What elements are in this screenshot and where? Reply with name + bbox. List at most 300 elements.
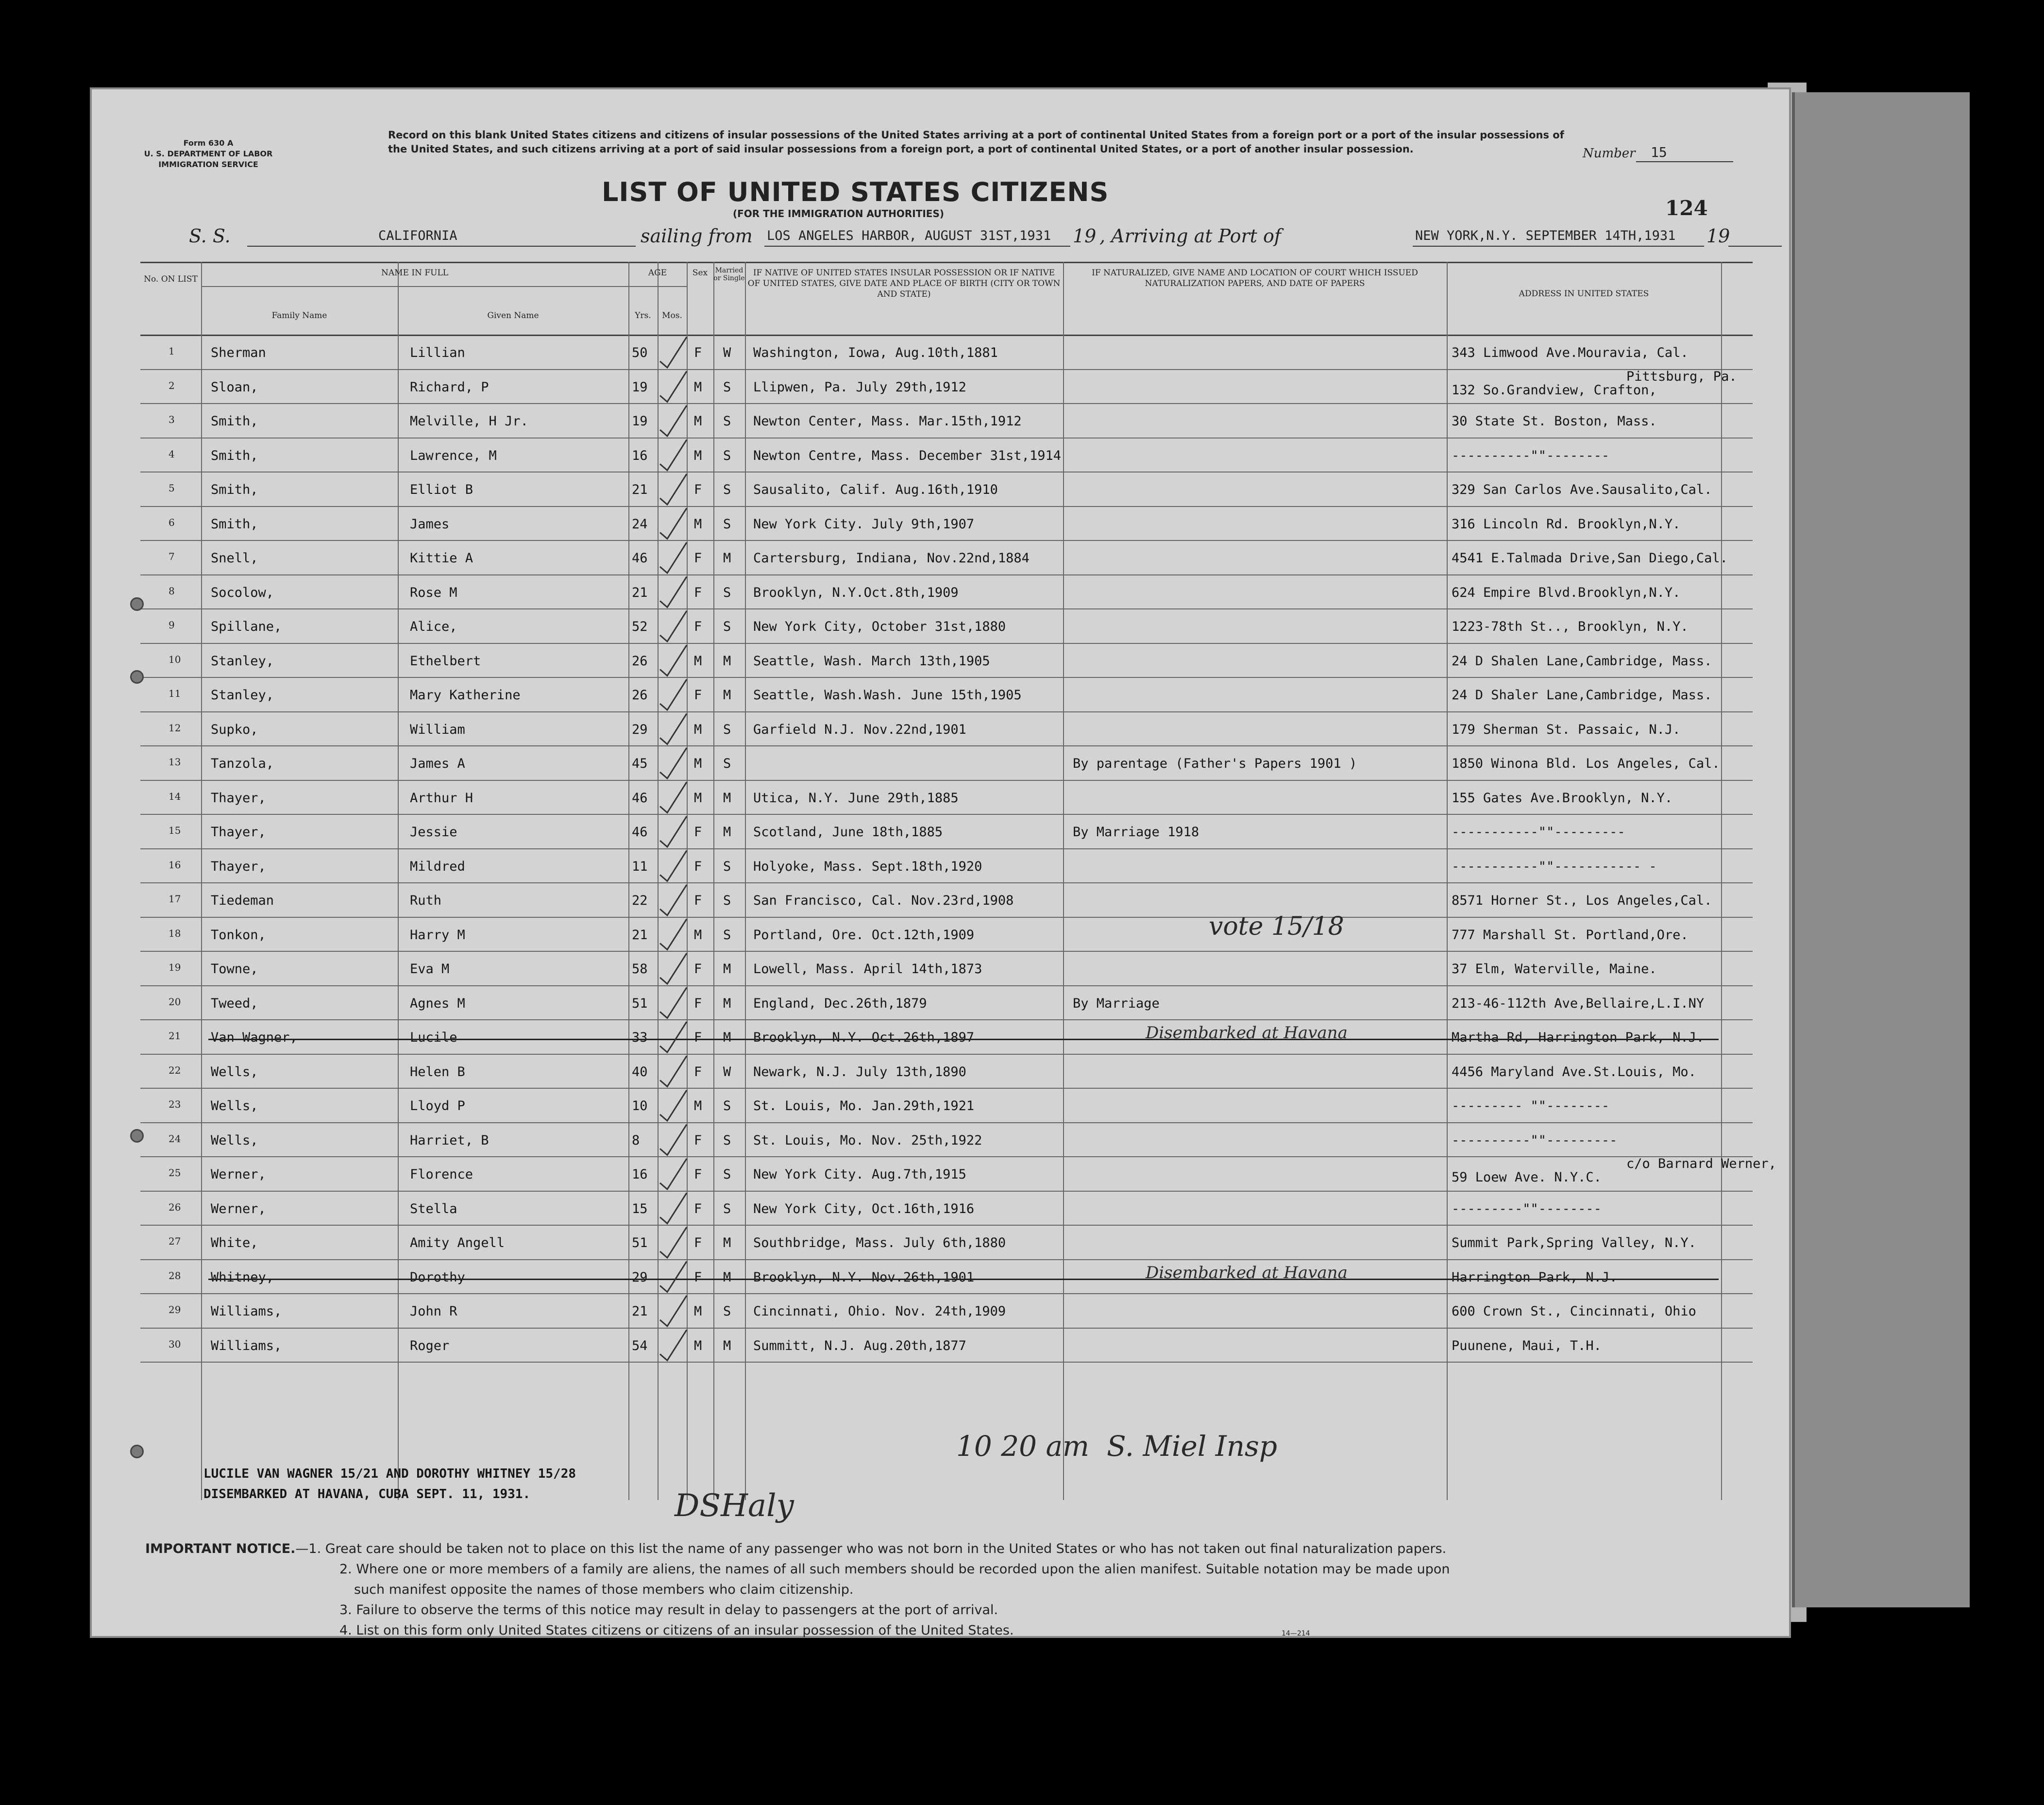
marital-status: S: [723, 379, 731, 395]
notice-item-4: 4. List on this form only United States citizens or citizens of an insular possession of the United States.: [339, 1623, 1014, 1638]
marital-status: M: [723, 688, 731, 703]
row-number: 29: [169, 1304, 181, 1316]
family-name: White,: [211, 1235, 258, 1250]
given-name: Eva M: [410, 962, 450, 977]
disembarked-note: Disembarked at Havana: [1146, 1263, 1348, 1282]
checkmark: [660, 1159, 687, 1189]
sex: F: [694, 585, 702, 600]
marital-status: S: [723, 414, 731, 429]
age-years: 10: [632, 1098, 648, 1113]
checkmark: [660, 816, 687, 847]
address: ---------""--------: [1452, 1201, 1602, 1216]
checkmark: [660, 405, 687, 436]
binding-hole: [130, 670, 144, 684]
marital-status: M: [723, 653, 731, 669]
sex: F: [694, 1132, 702, 1148]
checkmark-strokes: [140, 262, 1753, 1500]
age-years: 29: [632, 1269, 648, 1285]
address: ----------""--------: [1452, 448, 1610, 463]
sailing-from: LOS ANGELES HARBOR, AUGUST 31ST,1931: [767, 228, 1051, 243]
given-name: Ruth: [410, 893, 442, 908]
page-number: 124: [1665, 196, 1708, 220]
address: 4456 Maryland Ave.St.Louis, Mo.: [1452, 1064, 1696, 1080]
disembarked-note: Disembarked at Havana: [1146, 1023, 1348, 1043]
checkmark: [660, 679, 687, 710]
col-no-on-list: No. ON LIST: [144, 274, 198, 284]
naturalization: By parentage (Father's Papers 1901 ): [1073, 756, 1357, 771]
col-married: Married or Single: [713, 267, 745, 282]
birth-place-date: Sausalito, Calif. Aug.16th,1910: [753, 482, 998, 497]
sex: M: [694, 414, 702, 429]
sex: F: [694, 345, 702, 360]
age-years: 29: [632, 722, 648, 737]
year-label-1: 19: [1073, 225, 1097, 247]
row-number: 4: [169, 448, 175, 460]
col-mos: Mos.: [662, 311, 682, 321]
checkmark: [660, 337, 687, 368]
marital-status: W: [723, 345, 731, 360]
sex: M: [694, 1098, 702, 1113]
given-name: Agnes M: [410, 995, 465, 1011]
family-name: Wells,: [211, 1064, 258, 1080]
birth-place-date: Newton Center, Mass. Mar.15th,1912: [753, 414, 1022, 429]
family-name: Towne,: [211, 962, 258, 977]
given-name: Arthur H: [410, 790, 473, 806]
sex: F: [694, 893, 702, 908]
marital-status: S: [723, 1304, 731, 1319]
col-family-name: Family Name: [271, 311, 327, 321]
birth-place-date: Holyoke, Mass. Sept.18th,1920: [753, 859, 982, 874]
marital-status: S: [723, 448, 731, 463]
given-name: Dorothy: [410, 1269, 465, 1285]
address: 777 Marshall St. Portland,Ore.: [1452, 927, 1689, 943]
family-name: Thayer,: [211, 790, 266, 806]
row-number: 23: [169, 1098, 181, 1110]
marital-status: M: [723, 1338, 731, 1353]
age-years: 58: [632, 962, 648, 977]
col-naturalized: IF NATURALIZED, GIVE NAME AND LOCATION OF COURT WHICH ISSUED NATURALIZATION PAPERS, AND DATE OF PAPERS: [1092, 268, 1418, 288]
birth-place-date: New York City. Aug.7th,1915: [753, 1167, 966, 1182]
sex: F: [694, 962, 702, 977]
naturalization: By Marriage: [1073, 995, 1160, 1011]
birth-place-date: New York City, Oct.16th,1916: [753, 1201, 975, 1216]
ship-name: CALIFORNIA: [378, 228, 457, 243]
family-name: Thayer,: [211, 825, 266, 840]
birth-place-date: Scotland, June 18th,1885: [753, 825, 943, 840]
naturalization: By Marriage 1918: [1073, 825, 1199, 840]
given-name: Kittie A: [410, 551, 473, 566]
age-years: 51: [632, 995, 648, 1011]
family-name: Smith,: [211, 448, 258, 463]
checkmark: [660, 1193, 687, 1224]
checkmark: [660, 988, 687, 1018]
notice-heading: IMPORTANT NOTICE.: [145, 1541, 296, 1556]
family-name: Tanzola,: [211, 756, 274, 771]
row-number: 21: [169, 1030, 181, 1042]
sex: F: [694, 1030, 702, 1045]
row-number: 14: [169, 790, 181, 802]
checkmark: [660, 1227, 687, 1258]
address: Summit Park,Spring Valley, N.Y.: [1452, 1235, 1696, 1250]
given-name: Elliot B: [410, 482, 473, 497]
given-name: Harriet, B: [410, 1132, 489, 1148]
marital-status: S: [723, 1201, 731, 1216]
checkmark: [660, 1296, 687, 1326]
record-instructions: Record on this blank United States citizens and citizens of insular possessions of the United States arriving at a port of continental United States from a foreign port or a port of the insular possessions of the United States, and such citizens arriving at a port of said insular possessions from a foreign port, a port of continental United States, or a port of another insular possession.: [388, 129, 1564, 155]
checkmark: [660, 714, 687, 744]
age-years: 24: [632, 516, 648, 532]
checkmark: [660, 611, 687, 641]
address: 4541 E.Talmada Drive,San Diego,Cal.: [1452, 551, 1728, 566]
family-name: Williams,: [211, 1338, 282, 1353]
row-number: 20: [169, 995, 181, 1008]
checkmark: [660, 508, 687, 539]
col-given-name: Given Name: [487, 311, 539, 321]
given-name: John R: [410, 1304, 457, 1319]
family-name: Werner,: [211, 1167, 266, 1182]
address: 24 D Shalen Lane,Cambridge, Mass.: [1452, 653, 1712, 669]
row-number: 28: [169, 1269, 181, 1282]
family-name: Stanley,: [211, 653, 274, 669]
sex: F: [694, 995, 702, 1011]
row-number: 11: [169, 688, 181, 699]
given-name: Stella: [410, 1201, 457, 1216]
family-name: Thayer,: [211, 859, 266, 874]
marital-status: S: [723, 722, 731, 737]
notice-item-3: 3. Failure to observe the terms of this notice may result in delay to passengers at the port of arrival.: [339, 1603, 998, 1618]
sex: F: [694, 551, 702, 566]
given-name: Lloyd P: [410, 1098, 465, 1113]
row-number: 17: [169, 893, 181, 905]
checkmark: [660, 1262, 687, 1292]
checkmark: [660, 1125, 687, 1155]
age-years: 46: [632, 790, 648, 806]
family-name: Tweed,: [211, 995, 258, 1011]
address: 600 Crown St., Cincinnati, Ohio: [1452, 1304, 1696, 1319]
row-number: 6: [169, 516, 175, 528]
age-years: 16: [632, 448, 648, 463]
sex: M: [694, 379, 702, 395]
given-name: Mary Katherine: [410, 688, 521, 703]
voyage-line: [189, 225, 1767, 250]
address: 8571 Horner St., Los Angeles,Cal.: [1452, 893, 1712, 908]
age-years: 26: [632, 653, 648, 669]
marital-status: S: [723, 756, 731, 771]
address: 37 Elm, Waterville, Maine.: [1452, 962, 1657, 977]
notice-item-2-cont: such manifest opposite the names of those members who claim citizenship.: [354, 1582, 854, 1597]
row-number: 9: [169, 619, 175, 631]
row-number: 2: [169, 379, 175, 391]
age-years: 8: [632, 1132, 640, 1148]
disembark-footnote: [203, 1464, 576, 1504]
row-number: 18: [169, 927, 181, 939]
family-name: Smith,: [211, 516, 258, 532]
sex: F: [694, 688, 702, 703]
birth-place-date: New York City. July 9th,1907: [753, 516, 975, 532]
age-years: 50: [632, 345, 648, 360]
birth-place-date: New York City, October 31st,1880: [753, 619, 1006, 634]
checkmark: [660, 371, 687, 402]
given-name: Rose M: [410, 585, 457, 600]
row-number: 5: [169, 482, 175, 494]
marital-status: M: [723, 995, 731, 1011]
marital-status: S: [723, 619, 731, 634]
sailing-label: sailing from: [641, 225, 753, 247]
age-years: 22: [632, 893, 648, 908]
given-name: William: [410, 722, 465, 737]
age-years: 51: [632, 1235, 648, 1250]
age-years: 26: [632, 688, 648, 703]
family-name: Tonkon,: [211, 927, 266, 943]
marital-status: M: [723, 825, 731, 840]
family-name: Stanley,: [211, 688, 274, 703]
family-name: Werner,: [211, 1201, 266, 1216]
signature-time: 10 20 am: [956, 1430, 1090, 1463]
checkmark: [660, 748, 687, 778]
checkmark: [660, 1022, 687, 1052]
row-number: 27: [169, 1235, 181, 1247]
birth-place-date: Seattle, Wash. March 13th,1905: [753, 653, 990, 669]
marital-status: S: [723, 516, 731, 532]
notice-item-2: 2. Where one or more members of a family are aliens, the names of all such members should be recorded upon the alien manifest. Suitable notation may be made upon: [339, 1562, 1450, 1577]
family-name: Sherman: [211, 345, 266, 360]
age-years: 52: [632, 619, 648, 634]
given-name: Jessie: [410, 825, 457, 840]
sex: F: [694, 619, 702, 634]
manifest-sheet: [90, 87, 1791, 1638]
age-years: 11: [632, 859, 648, 874]
checkmark: [660, 1056, 687, 1087]
marital-status: S: [723, 893, 731, 908]
family-name: Wells,: [211, 1132, 258, 1148]
given-name: James: [410, 516, 450, 532]
checkmark: [660, 542, 687, 573]
address: 24 D Shaler Lane,Cambridge, Mass.: [1452, 688, 1712, 703]
binding-hole: [130, 597, 144, 611]
age-years: 54: [632, 1338, 648, 1353]
given-name: Harry M: [410, 927, 465, 943]
address: -----------""---------: [1452, 825, 1625, 840]
address: Puunene, Maui, T.H.: [1452, 1338, 1602, 1353]
address: 343 Limwood Ave.Mouravia, Cal.: [1452, 345, 1689, 360]
marital-status: S: [723, 1132, 731, 1148]
sex: M: [694, 927, 702, 943]
arriving-label: , Arriving at Port of: [1099, 225, 1281, 247]
number-label: Number: [1583, 146, 1636, 161]
birth-place-date: Washington, Iowa, Aug.10th,1881: [753, 345, 998, 360]
age-years: 21: [632, 927, 648, 943]
address: 624 Empire Blvd.Brooklyn,N.Y.: [1452, 585, 1681, 600]
row-number: 10: [169, 653, 181, 665]
marital-status: S: [723, 927, 731, 943]
row-number: 15: [169, 825, 181, 836]
col-age: AGE: [648, 268, 667, 278]
col-yrs: Yrs.: [635, 311, 651, 321]
birth-place-date: St. Louis, Mo. Jan.29th,1921: [753, 1098, 975, 1113]
marital-status: S: [723, 482, 731, 497]
birth-place-date: Portland, Ore. Oct.12th,1909: [753, 927, 975, 943]
checkmark: [660, 1090, 687, 1121]
given-name: Mildred: [410, 859, 465, 874]
family-name: Smith,: [211, 414, 258, 429]
address: 1223-78th St.., Brooklyn, N.Y.: [1452, 619, 1689, 634]
checkmark: [660, 919, 687, 950]
age-years: 21: [632, 1304, 648, 1319]
sex: F: [694, 482, 702, 497]
col-birthplace: IF NATIVE OF UNITED STATES INSULAR POSSESSION OR IF NATIVE OF UNITED STATES, GIVE DATE AND PLACE OF BIRTH (CITY OR TOWN AND STATE): [747, 268, 1061, 299]
checkmark: [660, 885, 687, 915]
row-number: 8: [169, 585, 175, 597]
marital-status: S: [723, 585, 731, 600]
row-number: 16: [169, 859, 181, 871]
sex: M: [694, 653, 702, 669]
address: -----------""----------- -: [1452, 859, 1657, 874]
sex: F: [694, 859, 702, 874]
row-number: 13: [169, 756, 181, 768]
checkmark: [660, 782, 687, 813]
sex: F: [694, 1064, 702, 1080]
family-name: Whitney,: [211, 1269, 274, 1285]
age-years: 33: [632, 1030, 648, 1045]
sex: M: [694, 722, 702, 737]
age-years: 19: [632, 379, 648, 395]
family-name: Socolow,: [211, 585, 274, 600]
address: Harrington Park, N.J.: [1452, 1269, 1618, 1285]
row-number: 7: [169, 551, 175, 562]
birth-place-date: Cincinnati, Ohio. Nov. 24th,1909: [753, 1304, 1006, 1319]
col-address: ADDRESS IN UNITED STATES: [1519, 289, 1649, 299]
family-name: Tiedeman: [211, 893, 274, 908]
given-name: Helen B: [410, 1064, 465, 1080]
birth-place-date: Summitt, N.J. Aug.20th,1877: [753, 1338, 966, 1353]
checkmark: [660, 440, 687, 471]
passenger-table: [140, 262, 1776, 1500]
address: 59 Loew Ave. N.Y.C.: [1452, 1170, 1602, 1185]
birth-place-date: Utica, N.Y. June 29th,1885: [753, 790, 959, 806]
address: 316 Lincoln Rd. Brooklyn,N.Y.: [1452, 516, 1681, 532]
address: 155 Gates Ave.Brooklyn, N.Y.: [1452, 790, 1673, 806]
checkmark: [660, 645, 687, 676]
marital-status: S: [723, 1167, 731, 1182]
birth-place-date: Southbridge, Mass. July 6th,1880: [753, 1235, 1006, 1250]
birth-place-date: Brooklyn, N.Y. Oct.26th,1897: [753, 1030, 975, 1045]
sex: M: [694, 1338, 702, 1353]
age-years: 19: [632, 414, 648, 429]
sex: F: [694, 1201, 702, 1216]
family-name: Williams,: [211, 1304, 282, 1319]
number-underline: [1636, 161, 1733, 162]
checkmark: [660, 851, 687, 881]
col-name-in-full: NAME IN FULL: [381, 268, 449, 278]
vote-note: vote 15/18: [1209, 911, 1344, 941]
age-years: 15: [632, 1201, 648, 1216]
age-years: 16: [632, 1167, 648, 1182]
given-name: Alice,: [410, 619, 457, 634]
form-id: Form 630 A U. S. DEPARTMENT OF LABOR IMMIGRATION SERVICE: [144, 138, 273, 169]
given-name: Florence: [410, 1167, 473, 1182]
underlying-page: [1792, 92, 1970, 1607]
marital-status: M: [723, 962, 731, 977]
sex: F: [694, 1269, 702, 1285]
sex: M: [694, 516, 702, 532]
birth-place-date: St. Louis, Mo. Nov. 25th,1922: [753, 1132, 982, 1148]
birth-place-date: Garfield N.J. Nov.22nd,1901: [753, 722, 966, 737]
marital-status: S: [723, 859, 731, 874]
marital-status: M: [723, 1269, 731, 1285]
address: 179 Sherman St. Passaic, N.J.: [1452, 722, 1681, 737]
birth-place-date: San Francisco, Cal. Nov.23rd,1908: [753, 893, 1014, 908]
age-years: 46: [632, 825, 648, 840]
given-name: Richard, P: [410, 379, 489, 395]
checkmark: [660, 474, 687, 505]
given-name: Lucile: [410, 1030, 457, 1045]
footnote-line-2: DISEMBARKED AT HAVANA, CUBA SEPT. 11, 1931.: [203, 1487, 531, 1501]
age-years: 21: [632, 482, 648, 497]
ss-label: S. S.: [189, 225, 231, 247]
row-number: 12: [169, 722, 181, 734]
marital-status: W: [723, 1064, 731, 1080]
inspector-signature-1: DSHaly: [675, 1488, 794, 1524]
sex: M: [694, 790, 702, 806]
birth-place-date: Brooklyn, N.Y. Nov.26th,1901: [753, 1269, 975, 1285]
form-code: 14—214: [1282, 1630, 1310, 1637]
given-name: Roger: [410, 1338, 450, 1353]
birth-place-date: Newark, N.J. July 13th,1890: [753, 1064, 966, 1080]
birth-place-date: Newton Centre, Mass. December 31st,1914: [753, 448, 1061, 463]
age-years: 21: [632, 585, 648, 600]
sex: F: [694, 1235, 702, 1250]
birth-place-date: Llipwen, Pa. July 29th,1912: [753, 379, 966, 395]
year-label-2: 19: [1706, 225, 1730, 247]
family-name: Sloan,: [211, 379, 258, 395]
sex: F: [694, 825, 702, 840]
sex: M: [694, 448, 702, 463]
sex: M: [694, 756, 702, 771]
age-years: 40: [632, 1064, 648, 1080]
address: 132 So.Grandview, Crafton,: [1452, 382, 1657, 398]
family-name: Smith,: [211, 482, 258, 497]
family-name: Van Wagner,: [211, 1030, 298, 1045]
row-number: 3: [169, 414, 175, 425]
row-number: 26: [169, 1201, 181, 1213]
row-number: 22: [169, 1064, 181, 1076]
arriving-at: NEW YORK,N.Y. SEPTEMBER 14TH,1931: [1415, 228, 1676, 243]
family-name: Snell,: [211, 551, 258, 566]
address: 1850 Winona Bld. Los Angeles, Cal.: [1452, 756, 1720, 771]
binding-hole: [130, 1129, 144, 1143]
birth-place-date: England, Dec.26th,1879: [753, 995, 927, 1011]
checkmark: [660, 953, 687, 984]
notice-item-1: —1. Great care should be taken not to place on this list the name of any passenger who was not born in the United States or who has not taken out final naturalization papers.: [295, 1541, 1447, 1556]
birth-place-date: Seattle, Wash.Wash. June 15th,1905: [753, 688, 1022, 703]
row-number: 1: [169, 345, 175, 357]
checkmark: [660, 577, 687, 607]
number-value: 15: [1651, 144, 1667, 160]
address-line-2: Pittsburg, Pa.: [1626, 369, 1737, 384]
row-number: 24: [169, 1132, 181, 1145]
given-name: Lawrence, M: [410, 448, 497, 463]
marital-status: M: [723, 1235, 731, 1250]
family-name: Spillane,: [211, 619, 282, 634]
sex: M: [694, 1304, 702, 1319]
given-name: Ethelbert: [410, 653, 481, 669]
family-name: Wells,: [211, 1098, 258, 1113]
age-years: 46: [632, 551, 648, 566]
address: Martha Rd, Harrington Park, N.J.: [1452, 1030, 1705, 1045]
address-line-2: c/o Barnard Werner,: [1626, 1156, 1776, 1171]
col-sex: Sex: [692, 268, 708, 278]
address: 329 San Carlos Ave.Sausalito,Cal.: [1452, 482, 1712, 497]
